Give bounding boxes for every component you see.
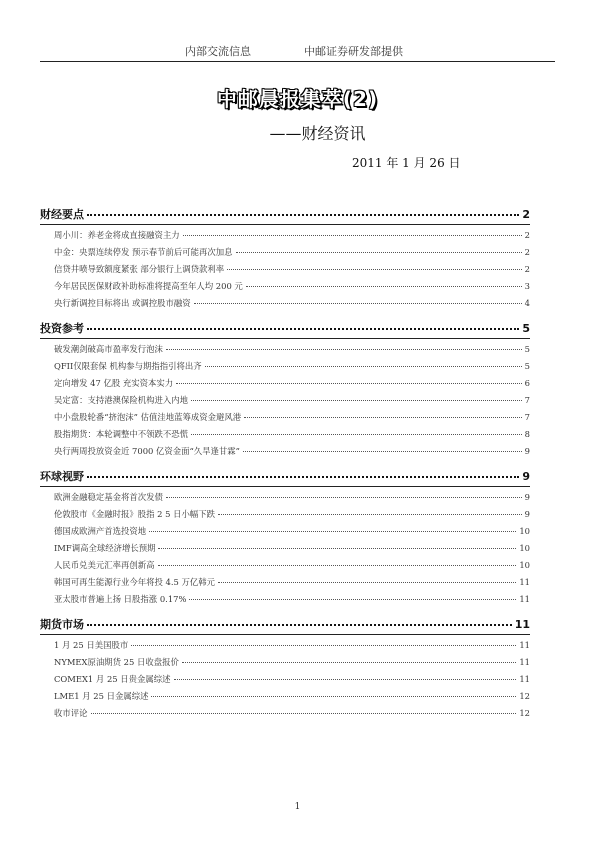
toc-leader-dots [191,434,522,435]
toc-item-page: 2 [524,264,530,274]
toc-item-page: 9 [524,509,530,519]
toc-item-page: 11 [519,674,530,684]
toc-section-rule [40,224,530,225]
toc-item-label: COMEX1 月 25 日贵金属综述 [54,674,171,684]
header-left-text: 内部交流信息 [185,45,251,58]
toc-item-label: 今年居民医保财政补助标准将提高至年人均 200 元 [54,281,243,291]
toc-section-title: 环球视野 [40,470,84,483]
toc-leader-dots [131,645,516,646]
document-title: 中邮晨报集萃(2) [216,87,379,111]
toc-item[interactable] [40,443,530,460]
toc-item-page: 11 [519,594,530,604]
document-subtitle: ——财经资讯 [269,124,366,143]
toc-leader-dots [158,565,517,566]
toc-item-page: 10 [519,560,530,570]
toc-leader-dots [87,624,512,626]
toc-item-label: 人民币兑美元汇率再创新高 [54,560,155,570]
toc-item[interactable] [40,591,530,608]
toc-leader-dots [205,366,522,367]
toc-item-label: 定向增发 47 亿股 充实资本实力 [54,378,174,388]
toc-section[interactable] [40,616,530,633]
toc-section[interactable] [40,206,530,223]
toc-item[interactable] [40,523,530,540]
toc-leader-dots [244,417,522,418]
toc-item[interactable] [40,278,530,295]
toc-item-page: 10 [519,526,530,536]
toc-item-page: 4 [524,298,530,308]
toc-item[interactable] [40,671,530,688]
toc-item-label: 韩国可再生能源行业今年将投 4.5 万亿韩元 [54,577,216,587]
toc-leader-dots [236,252,522,253]
toc-leader-dots [182,662,516,663]
toc-item-label: 德国成欧洲产首选投资地 [54,526,147,536]
toc-leader-dots [218,582,516,583]
toc-item-label: 信贷井喷导致额度紧张 部分银行上调贷款利率 [54,264,225,274]
toc-section-rule [40,486,530,487]
toc-leader-dots [87,476,519,478]
toc-item-label: QFII仅限套保 机构参与期指指引将出齐 [54,361,202,371]
toc-leader-dots [191,400,522,401]
table-of-contents [40,206,530,722]
toc-item-page: 11 [519,577,530,587]
toc-item-page: 12 [519,691,530,701]
toc-item-page: 9 [524,446,530,456]
toc-item-label: LME1 月 25 日金属综述 [54,691,149,701]
toc-item-page: 11 [519,657,530,667]
toc-item[interactable] [40,244,530,261]
toc-section-rule [40,338,530,339]
toc-item-label: IMF调高全球经济增长预期 [54,543,156,553]
toc-section-page: 11 [514,618,530,631]
toc-item-label: 中金：央票连续停发 预示春节前后可能再次加息 [54,247,233,257]
toc-leader-dots [91,713,517,714]
toc-leader-dots [246,286,522,287]
header-rule [40,61,555,62]
toc-section-page: 2 [522,208,530,221]
toc-leader-dots [151,696,516,697]
toc-item[interactable] [40,654,530,671]
toc-section-title: 投资参考 [40,322,84,335]
toc-item[interactable] [40,375,530,392]
toc-item-label: 中小盘股轮番“挤泡沫” 估值洼地蓝筹成资金避风港 [54,412,242,422]
toc-leader-dots [174,679,517,680]
toc-leader-dots [176,383,522,384]
toc-item[interactable] [40,637,530,654]
toc-leader-dots [243,451,522,452]
toc-item-label: 欧洲金融稳定基金将首次发债 [54,492,163,502]
toc-item-page: 5 [524,361,530,371]
toc-item-page: 5 [524,344,530,354]
toc-item[interactable] [40,574,530,591]
toc-item-label: 1 月 25 日美国股市 [54,640,129,650]
toc-item[interactable] [40,227,530,244]
toc-item[interactable] [40,392,530,409]
toc-item[interactable] [40,540,530,557]
toc-item-label: 破发潮剑破高市盈率发行泡沫 [54,344,163,354]
toc-item-label: 吴定富：支持港澳保险机构进入内地 [54,395,188,405]
toc-item-label: 央行新调控目标将出 或调控股市融资 [54,298,191,308]
toc-item-label: 伦敦股市《金融时报》股指 2 5 日小幅下跌 [54,509,216,519]
toc-leader-dots [194,303,522,304]
document-date: 2011 年 1 月 26 日 [352,156,461,170]
toc-item[interactable] [40,295,530,312]
toc-leader-dots [183,235,522,236]
toc-item-label: NYMEX原油期货 25 日收盘报价 [54,657,179,667]
toc-item-label: 周小川：养老金将成直接融资主力 [54,230,180,240]
toc-item-label: 央行两周投放资金近 7000 亿资金面“久旱逢甘霖” [54,446,240,456]
toc-section-title: 期货市场 [40,618,84,631]
toc-leader-dots [87,214,519,216]
toc-leader-dots [227,269,521,270]
toc-item[interactable] [40,489,530,506]
page-number: 1 [294,802,301,812]
toc-item-page: 11 [519,640,530,650]
toc-item-page: 2 [524,247,530,257]
toc-leader-dots [149,531,516,532]
header-right-text: 中邮证券研发部提供 [304,45,403,58]
toc-item[interactable] [40,341,530,358]
toc-leader-dots [189,599,516,600]
toc-item-page: 8 [524,429,530,439]
toc-leader-dots [218,514,522,515]
toc-item-page: 10 [519,543,530,553]
toc-item-page: 2 [524,230,530,240]
toc-item-label: 收市评论 [54,708,88,718]
toc-item-page: 12 [519,708,530,718]
toc-leader-dots [166,349,522,350]
toc-item-page: 6 [524,378,530,388]
toc-item-page: 3 [524,281,530,291]
toc-item[interactable] [40,358,530,375]
toc-item-page: 9 [524,492,530,502]
toc-leader-dots [87,328,519,330]
toc-item[interactable] [40,557,530,574]
toc-item-page: 7 [524,412,530,422]
toc-leader-dots [166,497,522,498]
toc-item[interactable] [40,409,530,426]
toc-section-page: 9 [522,470,530,483]
toc-section-page: 5 [522,322,530,335]
toc-leader-dots [158,548,516,549]
toc-section-title: 财经要点 [40,208,84,221]
toc-item[interactable] [40,705,530,722]
toc-item-label: 亚太股市普遍上扬 日股指涨 0.17% [54,594,187,604]
toc-section-rule [40,634,530,635]
toc-item[interactable] [40,426,530,443]
toc-item-label: 股指期货：本轮调整中不领跌不恐慌 [54,429,188,439]
toc-item-page: 7 [524,395,530,405]
toc-section[interactable] [40,468,530,485]
toc-item[interactable] [40,261,530,278]
toc-item[interactable] [40,506,530,523]
toc-item[interactable] [40,688,530,705]
toc-section[interactable] [40,320,530,337]
